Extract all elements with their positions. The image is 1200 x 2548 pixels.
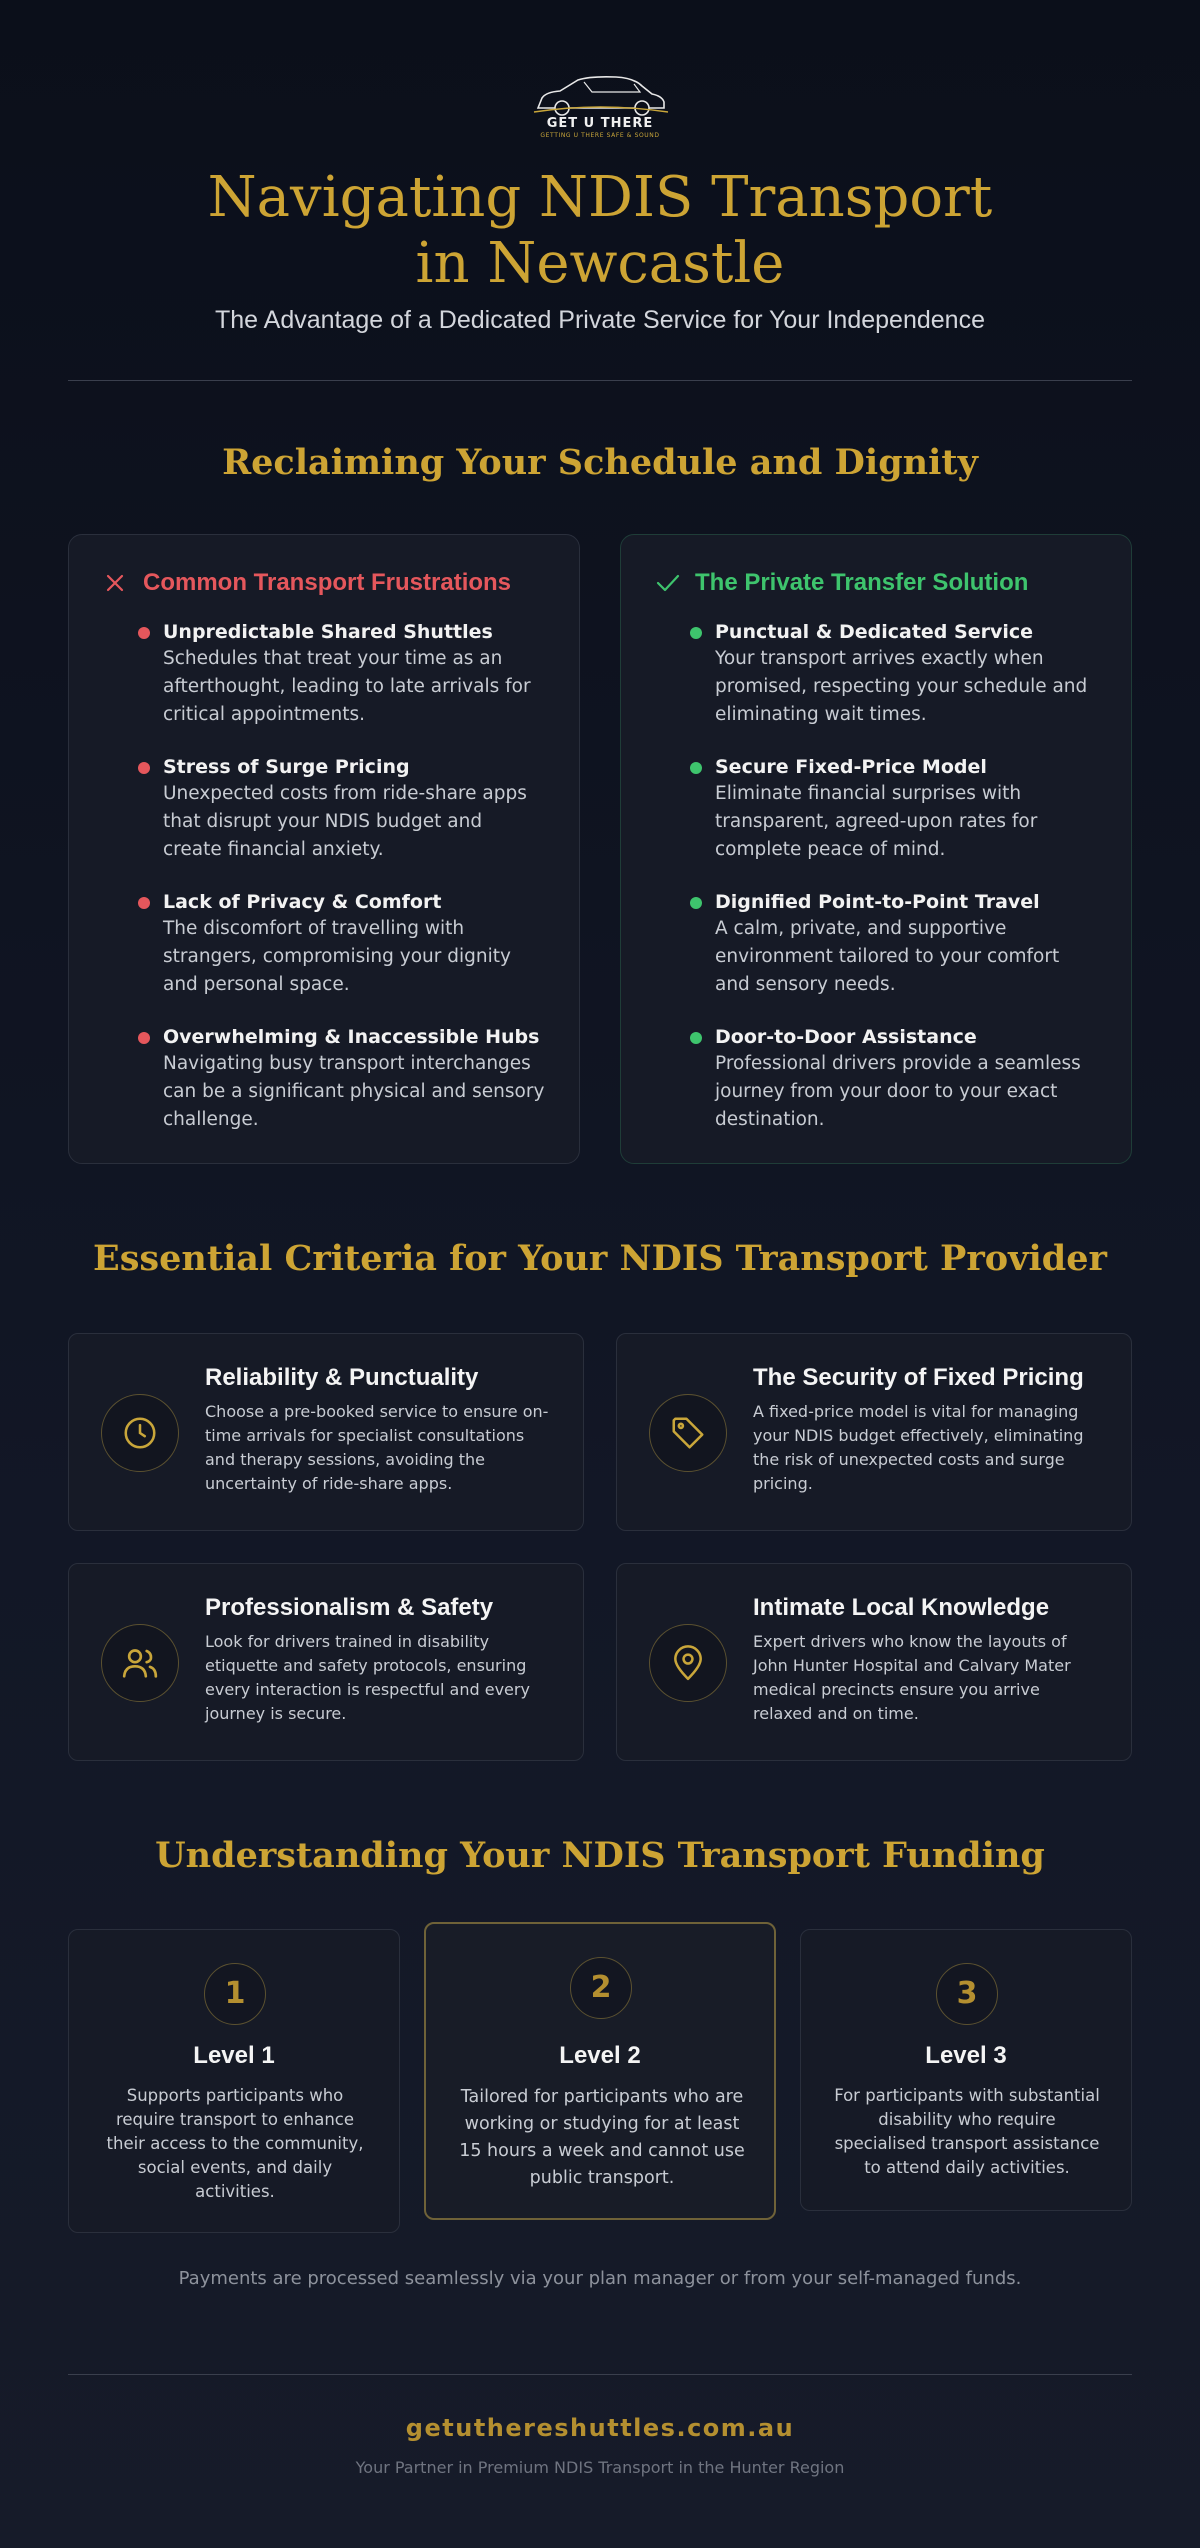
map-pin-icon (649, 1624, 727, 1702)
bullet-dot (138, 762, 150, 774)
level-text: Tailored for participants who are working or studying for at least 15 hours a week and cannot use public transport. (459, 2087, 745, 2188)
bullet-dot (138, 627, 150, 639)
criteria-text: Look for drivers trained in disability etiquette and safety protocols, ensuring every interaction is respectful and every journey is secure. (205, 1632, 530, 1723)
criteria-card-pricing (616, 1333, 1132, 1531)
solutions-card (620, 534, 1132, 1164)
solutions-title: The Private Transfer Solution (695, 569, 1029, 596)
list-item (103, 754, 545, 864)
payments-note: Payments are processed seamlessly via your plan manager or from your self-managed funds. (178, 2268, 1022, 2289)
item-title: Unpredictable Shared Shuttles (163, 621, 493, 643)
footer-divider (68, 2374, 1132, 2375)
item-title: Overwhelming & Inaccessible Hubs (163, 1026, 540, 1048)
criteria-card-safety (68, 1563, 584, 1761)
level-number: 2 (570, 1957, 632, 2019)
bullet-dot (138, 1032, 150, 1044)
level-number: 1 (204, 1963, 266, 2025)
x-icon (103, 571, 127, 595)
divider (68, 380, 1132, 381)
level-name: Level 1 (193, 2042, 275, 2069)
criteria-text: A fixed-price model is vital for managing your NDIS budget effectively, eliminating the risk of unexpected costs and surge pricing. (753, 1402, 1084, 1493)
footer-tagline: Your Partner in Premium NDIS Transport in the Hunter Region (355, 2458, 845, 2477)
list-item (655, 1024, 1097, 1134)
item-title: Door-to-Door Assistance (715, 1026, 977, 1048)
level-card-1 (68, 1929, 400, 2233)
logo-name: GET U THERE (546, 116, 654, 131)
list-item (103, 889, 545, 999)
criteria-text: Choose a pre-booked service to ensure on-time arrivals for specialist consultations and therapy sessions, avoiding the uncertainty of ride-share apps. (205, 1402, 549, 1493)
criteria-title: Reliability & Punctuality (205, 1364, 479, 1391)
item-text: Navigating busy transport interchanges can be a significant physical and sensory challenge. (163, 1053, 545, 1130)
criteria-card-reliability (68, 1333, 584, 1531)
level-card-3 (800, 1929, 1132, 2211)
section-title-schedule: Reclaiming Your Schedule and Dignity (222, 442, 978, 483)
website-link[interactable]: getuthereshuttles.com.au (405, 2414, 795, 2442)
criteria-title: The Security of Fixed Pricing (753, 1364, 1084, 1391)
level-name: Level 3 (925, 2042, 1007, 2069)
list-item (655, 619, 1097, 729)
list-item (103, 619, 545, 729)
frustrations-card (68, 534, 580, 1164)
level-text: Supports participants who require transport to enhance their access to the community, social events, and daily activities. (106, 2086, 364, 2201)
section-title-criteria: Essential Criteria for Your NDIS Transport Provider (93, 1238, 1107, 1279)
section-title-funding: Understanding Your NDIS Transport Funding (155, 1835, 1045, 1876)
criteria-title: Professionalism & Safety (205, 1594, 494, 1621)
car-logo-icon (530, 72, 670, 118)
item-title: Lack of Privacy & Comfort (163, 891, 442, 913)
list-item (655, 889, 1097, 999)
tag-icon (649, 1394, 727, 1472)
bullet-dot (690, 762, 702, 774)
level-number: 3 (936, 1963, 998, 2025)
item-text: Professional drivers provide a seamless journey from your door to your exact destination. (715, 1053, 1081, 1130)
item-title: Punctual & Dedicated Service (715, 621, 1034, 643)
level-text: For participants with substantial disability who require specialised transport assistance to attend daily activities. (834, 2086, 1100, 2177)
level-name: Level 2 (559, 2042, 641, 2069)
item-text: Eliminate financial surprises with transparent, agreed-upon rates for complete peace of mind. (715, 783, 1038, 860)
level-card-2 (424, 1922, 776, 2220)
logo-tagline: GETTING U THERE SAFE & SOUND (540, 132, 660, 139)
criteria-text: Expert drivers who know the layouts of John Hunter Hospital and Calvary Mater medical precincts ensure you arrive relaxed and on time. (753, 1632, 1071, 1723)
list-item (103, 1024, 545, 1134)
bullet-dot (690, 897, 702, 909)
users-icon (101, 1624, 179, 1702)
page-subtitle: The Advantage of a Dedicated Private Service for Your Independence (215, 306, 985, 334)
bullet-dot (690, 1032, 702, 1044)
item-text: Schedules that treat your time as an afterthought, leading to late arrivals for critical appointments. (163, 648, 531, 725)
item-title: Dignified Point-to-Point Travel (715, 891, 1040, 913)
criteria-card-local (616, 1563, 1132, 1761)
item-text: Your transport arrives exactly when promised, respecting your schedule and eliminating wait times. (715, 648, 1088, 725)
clock-icon (101, 1394, 179, 1472)
item-text: A calm, private, and supportive environment tailored to your comfort and sensory needs. (715, 918, 1060, 995)
logo (530, 72, 670, 142)
item-title: Secure Fixed-Price Model (715, 756, 987, 778)
list-item (655, 754, 1097, 864)
frustrations-title: Common Transport Frustrations (143, 569, 512, 596)
item-title: Stress of Surge Pricing (163, 756, 410, 778)
bullet-dot (138, 897, 150, 909)
item-text: The discomfort of travelling with strangers, compromising your dignity and personal space. (163, 918, 511, 995)
page-title: Navigating NDIS Transport in Newcastle (207, 165, 993, 296)
check-icon (655, 571, 679, 595)
bullet-dot (690, 627, 702, 639)
criteria-title: Intimate Local Knowledge (753, 1594, 1050, 1621)
item-text: Unexpected costs from ride-share apps that disrupt your NDIS budget and create financial anxiety. (163, 783, 527, 860)
